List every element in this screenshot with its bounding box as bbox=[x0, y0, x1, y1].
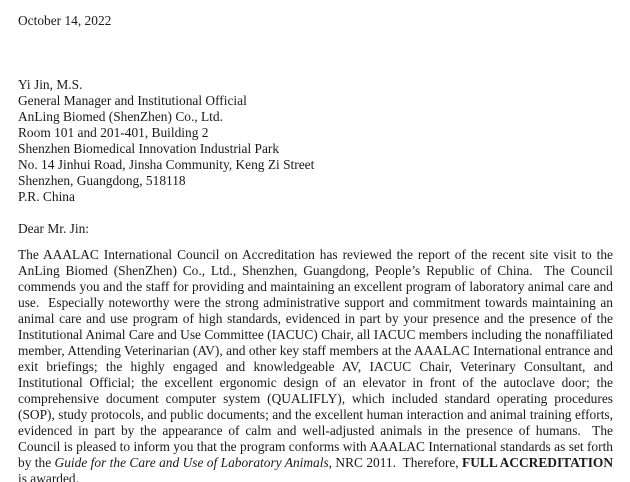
body-text-segment-3: is awarded. bbox=[18, 455, 617, 482]
recipient-title: General Manager and Institutional Official bbox=[18, 93, 247, 108]
recipient-name: Yi Jin, M.S. bbox=[18, 77, 83, 92]
body-italic-publication-title: Guide for the Care and Use of Laboratory Animals bbox=[54, 455, 329, 470]
recipient-address-line-1: Room 101 and 201-401, Building 2 bbox=[18, 125, 209, 140]
body-text-segment-1: The AAALAC International Council on Accreditation has reviewed the report of the recent site visit to the AnLing Biomed (ShenZhen) Co., Ltd., Shenzhen, Guangdong, People’s Republic of China. The Council commends you and the staff for providing and maintaining an excellent program of laboratory animal care and use. Especially noteworthy were the strong administrative support and commitment towards maintaining an animal care and use program of high standards, evidenced in part by your presence and the presence of the Institutional Animal Care and Use Committee (IACUC) Chair, all IACUC members including the nonaffiliated member, Attending Veterinarian (AV), and other key staff members at the AAALAC International entrance and exit briefings; the highly engaged and knowledgeable AV, IACUC Chair, Veterinary Consultant, and Institutional Official; the excellent ergonomic design of an elevator in front of the autoclave door; the comprehensive document computer system (QUALIFLY), which included standard operating procedures (SOP), study protocols, and public documents; and the excellent human interaction and animal training efforts, evidenced in part by the appearance of calm and well-adjusted animals in the presence of humans. The Council is pleased to inform you that the program conforms with AAALAC International standards as set forth by the bbox=[18, 247, 617, 470]
recipient-city-postal: Shenzhen, Guangdong, 518118 bbox=[18, 173, 186, 188]
letter-body-paragraph bbox=[18, 247, 617, 482]
letter-date: October 14, 2022 bbox=[18, 13, 112, 28]
body-bold-full-accreditation: FULL ACCREDITATION bbox=[462, 455, 613, 470]
recipient-address-line-2: Shenzhen Biomedical Innovation Industrial Park bbox=[18, 141, 280, 156]
body-text-segment-2: , NRC 2011. Therefore, bbox=[328, 455, 463, 470]
recipient-country: P.R. China bbox=[18, 189, 75, 204]
recipient-company: AnLing Biomed (ShenZhen) Co., Ltd. bbox=[18, 109, 223, 124]
recipient-address-block bbox=[18, 77, 314, 205]
salutation: Dear Mr. Jin: bbox=[18, 221, 90, 236]
recipient-address-line-3: No. 14 Jinhui Road, Jinsha Community, Keng Zi Street bbox=[18, 157, 315, 172]
